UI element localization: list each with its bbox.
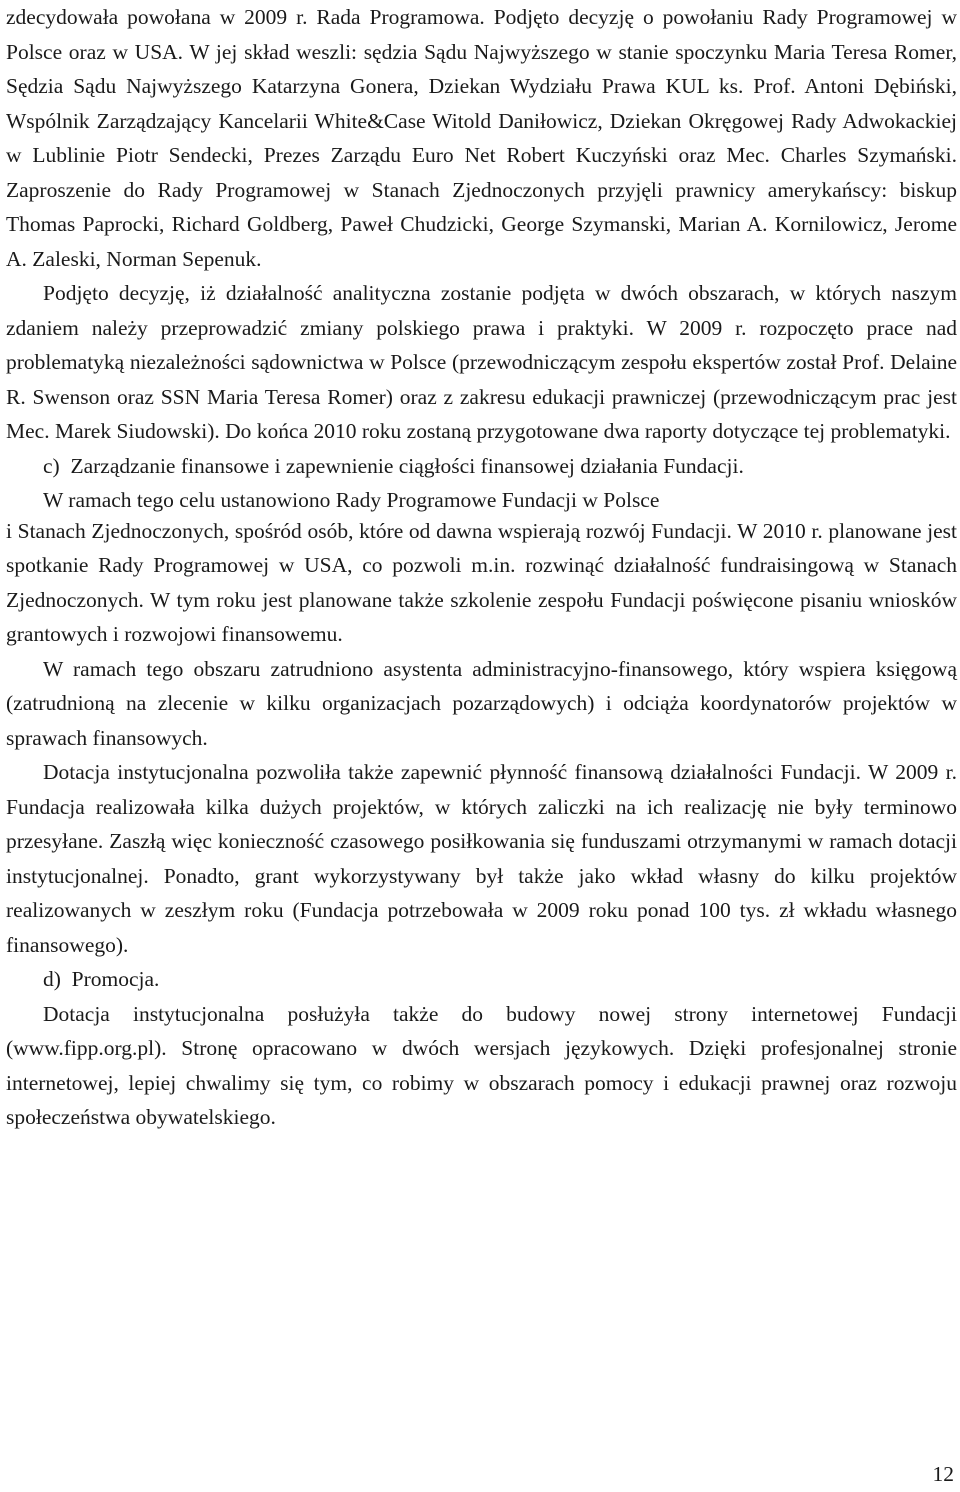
paragraph-asystent: W ramach tego obszaru zatrudniono asystenta administracyjno-finansowego, który wspiera księgową (zatrudnioną na zlecenie w kilku organizacjach pozarządowych) i odciąża koordynatorów projektów w sprawach finansowych. <box>6 656 957 750</box>
paragraph-rady-programowe-cont: i Stanach Zjednoczonych, spośród osób, które od dawna wspierają rozwój Fundacji. W 2010 r. planowane jest spotkanie Rady Programowej w USA, co pozwoli m.in. rozwinąć działalność fundraisingową w Stanach Zjednoczonych. W tym roku jest planowane także szkolenie zespołu Fundacji poświęcone pisaniu wniosków grantowych i rozwojowi finansowemu. <box>6 518 957 646</box>
paragraph-rady-programowe-start: W ramach tego celu ustanowiono Rady Programowe Fundacji w Polsce <box>43 488 660 512</box>
paragraph-rada-programowa: zdecydowała powołana w 2009 r. Rada Programowa. Podjęto decyzję o powołaniu Rady Programowej w Polsce oraz w USA. W jej skład weszli: sędzia Sądu Najwyższego w stanie spoczynku Maria Teresa Romer, Sędzia Sądu Najwyższego Katarzyna Gonera, Dziekan Wydziału Prawa KUL ks. Prof. Antoni Dębiński, Wspólnik Zarządzający Kancelarii White&Case Witold Daniłowicz, Dziekan Okręgowej Rady Adwokackiej w Lublinie Piotr Sendecki, Prezes Zarządu Euro Net Robert Kuczyński oraz Mec. Charles Szymański. Zaproszenie do Rady Programowej w Stanach Zjednoczonych przyjęli prawnicy amerykańscy: biskup Thomas Paprocki, Richard Goldberg, Paweł Chudzicki, George Szymanski, Marian A. Kornilowicz, Jerome A. Zaleski, Norman Sepenuk. <box>6 5 957 271</box>
paragraph-plynnosc-finansowa: Dotacja instytucjonalna pozwoliła także zapewnić płynność finansową działalności Fundacji. W 2009 r. Fundacja realizowała kilka dużych projektów, w których zaliczki na ich realizację nie były terminowo przesyłane. Zaszłą więc konieczność czasowego posiłkowania się funduszami otrzymanymi w ramach dotacji instytucjonalnej. Ponadto, grant wykorzystywany był także jako wkład własny do kilku projektów realizowanych w zeszłym roku (Fundacja potrzebowała w 2009 roku ponad 100 tys. zł wkładu własnego finansowego). <box>6 760 957 957</box>
section-heading-d: d) Promocja. <box>43 967 160 991</box>
paragraph-dzialalnosc-analityczna: Podjęto decyzję, iż działalność analityczna zostanie podjęta w dwóch obszarach, w których naszym zdaniem należy przeprowadzić zmiany polskiego prawa i praktyki. W 2009 r. rozpoczęto prace nad problematyką niezależności sądownictwa w Polsce (przewodniczącym zespołu ekspertów został Prof. Delaine R. Swenson oraz SSN Maria Teresa Romer) oraz z zakresu edukacji prawniczej (przewodniczącym prac jest Mec. Marek Siudowski). Do końca 2010 roku zostaną przygotowane dwa raporty dotyczące tej problematyki. <box>6 281 957 443</box>
section-heading-c: c) Zarządzanie finansowe i zapewnienie ciągłości finansowej działania Fundacji. <box>43 453 744 478</box>
paragraph-promocja: Dotacja instytucjonalna posłużyła także do budowy nowej strony internetowej Fundacji (www.fipp.org.pl). Stronę opracowano w dwóch wersjach językowych. Dzięki profesjonalnej stronie internetowej, lepiej chwalimy się tym, co robimy w obszarach pomocy i edukacji prawnej oraz rozwoju społeczeństwa obywatelskiego. <box>6 1001 957 1129</box>
document-body <box>6 0 957 1135</box>
page-number: 12 <box>932 1462 954 1486</box>
